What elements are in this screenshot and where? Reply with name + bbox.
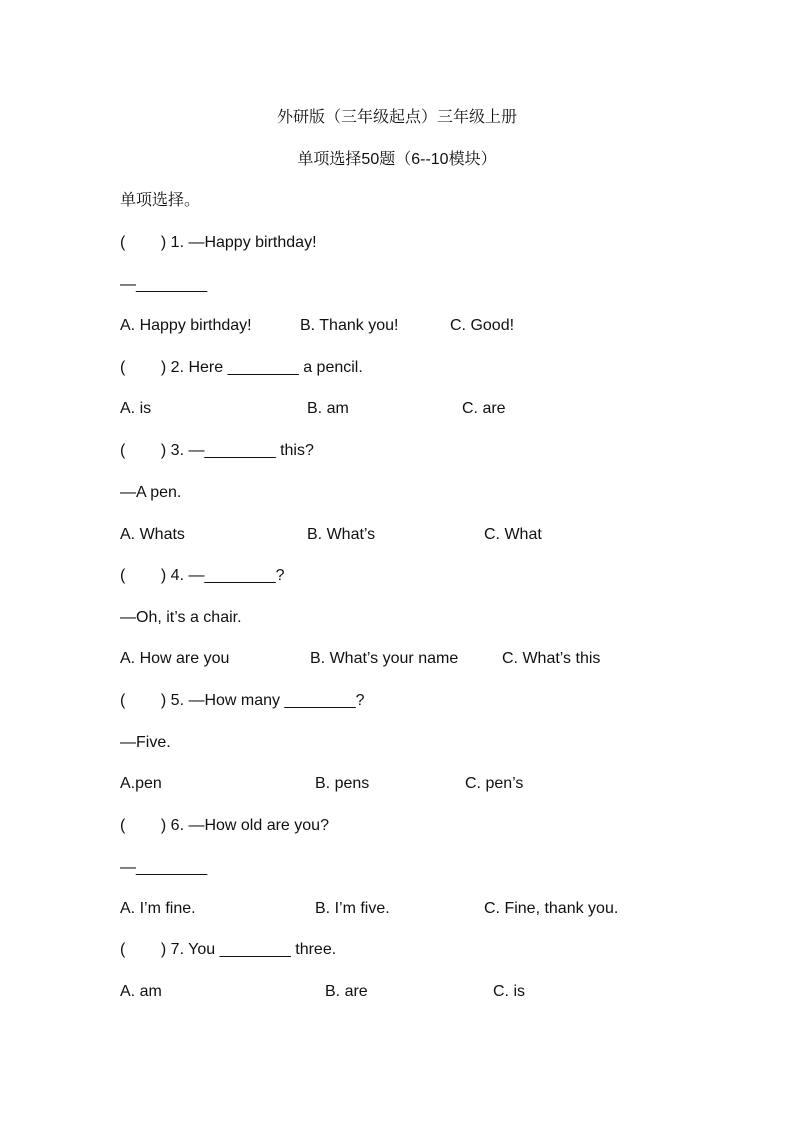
question-2-option-c[interactable]: C. are xyxy=(462,400,506,417)
page-subtitle: 单项选择50题（6--10模块） xyxy=(297,151,497,168)
question-4-reply: —Oh, it’s a chair. xyxy=(120,609,242,626)
question-5-reply: —Five. xyxy=(120,734,171,751)
question-1: ( ) 1. —Happy birthday! xyxy=(120,234,317,251)
question-6: ( ) 6. —How old are you? xyxy=(120,817,329,834)
question-5: ( ) 5. —How many ________? xyxy=(120,692,365,709)
page-title: 外研版（三年级起点）三年级上册 xyxy=(276,109,517,126)
question-1-option-b[interactable]: B. Thank you! xyxy=(300,317,399,334)
question-1-option-c[interactable]: C. Good! xyxy=(450,317,515,334)
question-3-option-a[interactable]: A. Whats xyxy=(120,526,185,543)
question-7: ( ) 7. You ________ three. xyxy=(120,941,337,958)
question-4: ( ) 4. —________? xyxy=(120,567,285,584)
question-2-option-a[interactable]: A. is xyxy=(120,400,152,417)
instruction: 单项选择。 xyxy=(120,192,201,209)
question-1-reply: —________ xyxy=(120,276,208,293)
question-7-option-c[interactable]: C. is xyxy=(493,983,525,1000)
question-5-option-a[interactable]: A.pen xyxy=(120,775,162,792)
question-1-option-a[interactable]: A. Happy birthday! xyxy=(120,317,252,334)
question-3-option-c[interactable]: C. What xyxy=(484,526,542,543)
question-4-option-c[interactable]: C. What’s this xyxy=(502,650,601,667)
question-2-option-b[interactable]: B. am xyxy=(307,400,349,417)
question-3-reply: —A pen. xyxy=(120,484,182,501)
question-2: ( ) 2. Here ________ a pencil. xyxy=(120,359,363,376)
question-4-option-a[interactable]: A. How are you xyxy=(120,650,230,667)
question-6-option-b[interactable]: B. I’m five. xyxy=(315,900,390,917)
question-7-option-a[interactable]: A. am xyxy=(120,983,162,1000)
question-7-option-b[interactable]: B. are xyxy=(325,983,368,1000)
question-3: ( ) 3. —________ this? xyxy=(120,442,314,459)
question-5-option-b[interactable]: B. pens xyxy=(315,775,370,792)
question-4-option-b[interactable]: B. What’s your name xyxy=(310,650,459,667)
question-6-reply: —________ xyxy=(120,859,208,876)
question-5-option-c[interactable]: C. pen’s xyxy=(465,775,524,792)
question-6-option-c[interactable]: C. Fine, thank you. xyxy=(484,900,619,917)
question-3-option-b[interactable]: B. What’s xyxy=(307,526,376,543)
question-6-option-a[interactable]: A. I’m fine. xyxy=(120,900,196,917)
